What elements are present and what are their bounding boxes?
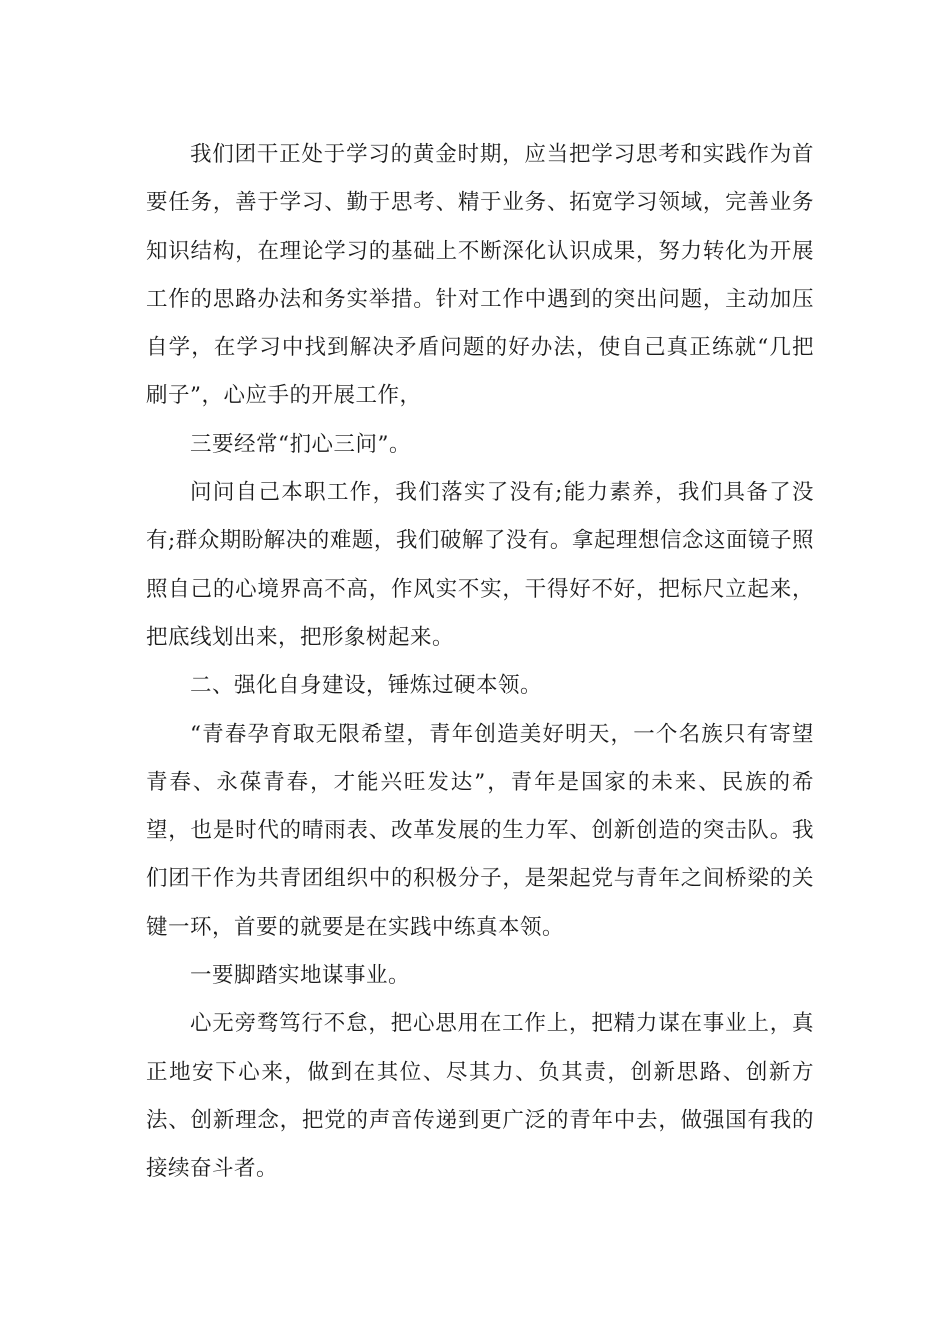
document-body [146, 131, 814, 1194]
section-heading: 一要脚踏实地谋事业。 [190, 963, 411, 989]
body-paragraph: 问问自己本职工作，我们落实了没有;能力素养，我们具备了没有;群众期盼解决的难题，我们破解了没有。拿起理想信念这面镜子照照自己的心境界高不高，作风实不实，干得好不好，把标尺立起来，把底线划出来，把形象树起来。 [146, 480, 814, 650]
body-paragraph: “青春孕育取无限希望，青年创造美好明天，一个名族只有寄望青春、永葆青春，才能兴旺发达”，青年是国家的未来、民族的希望，也是时代的晴雨表、改革发展的生力军、创新创造的突击队。我们团干作为共青团组织中的积极分子，是架起党与青年之间桥梁的关键一环，首要的就要是在实践中练真本领。 [146, 721, 814, 940]
body-paragraph: 心无旁骛笃行不怠，把心思用在工作上，把精力谋在事业上，真正地安下心来，做到在其位、尽其力、负其责，创新思路、创新方法、创新理念，把党的声音传递到更广泛的青年中去，做强国有我的接续奋斗者。 [146, 1011, 814, 1182]
section-heading: 三要经常“扪心三问”。 [190, 431, 411, 457]
body-paragraph: 我们团干正处于学习的黄金时期，应当把学习思考和实践作为首要任务，善于学习、勤于思考、精于业务、拓宽学习领域，完善业务知识结构，在理论学习的基础上不断深化认识成果，努力转化为开展工作的思路办法和务实举措。针对工作中遇到的突出问题，主动加压自学，在学习中找到解决矛盾问题的好办法，使自己真正练就“几把刷子”，心应手的开展工作， [146, 142, 814, 409]
section-heading: 二、强化自身建设，锤炼过硬本领。 [190, 673, 543, 699]
